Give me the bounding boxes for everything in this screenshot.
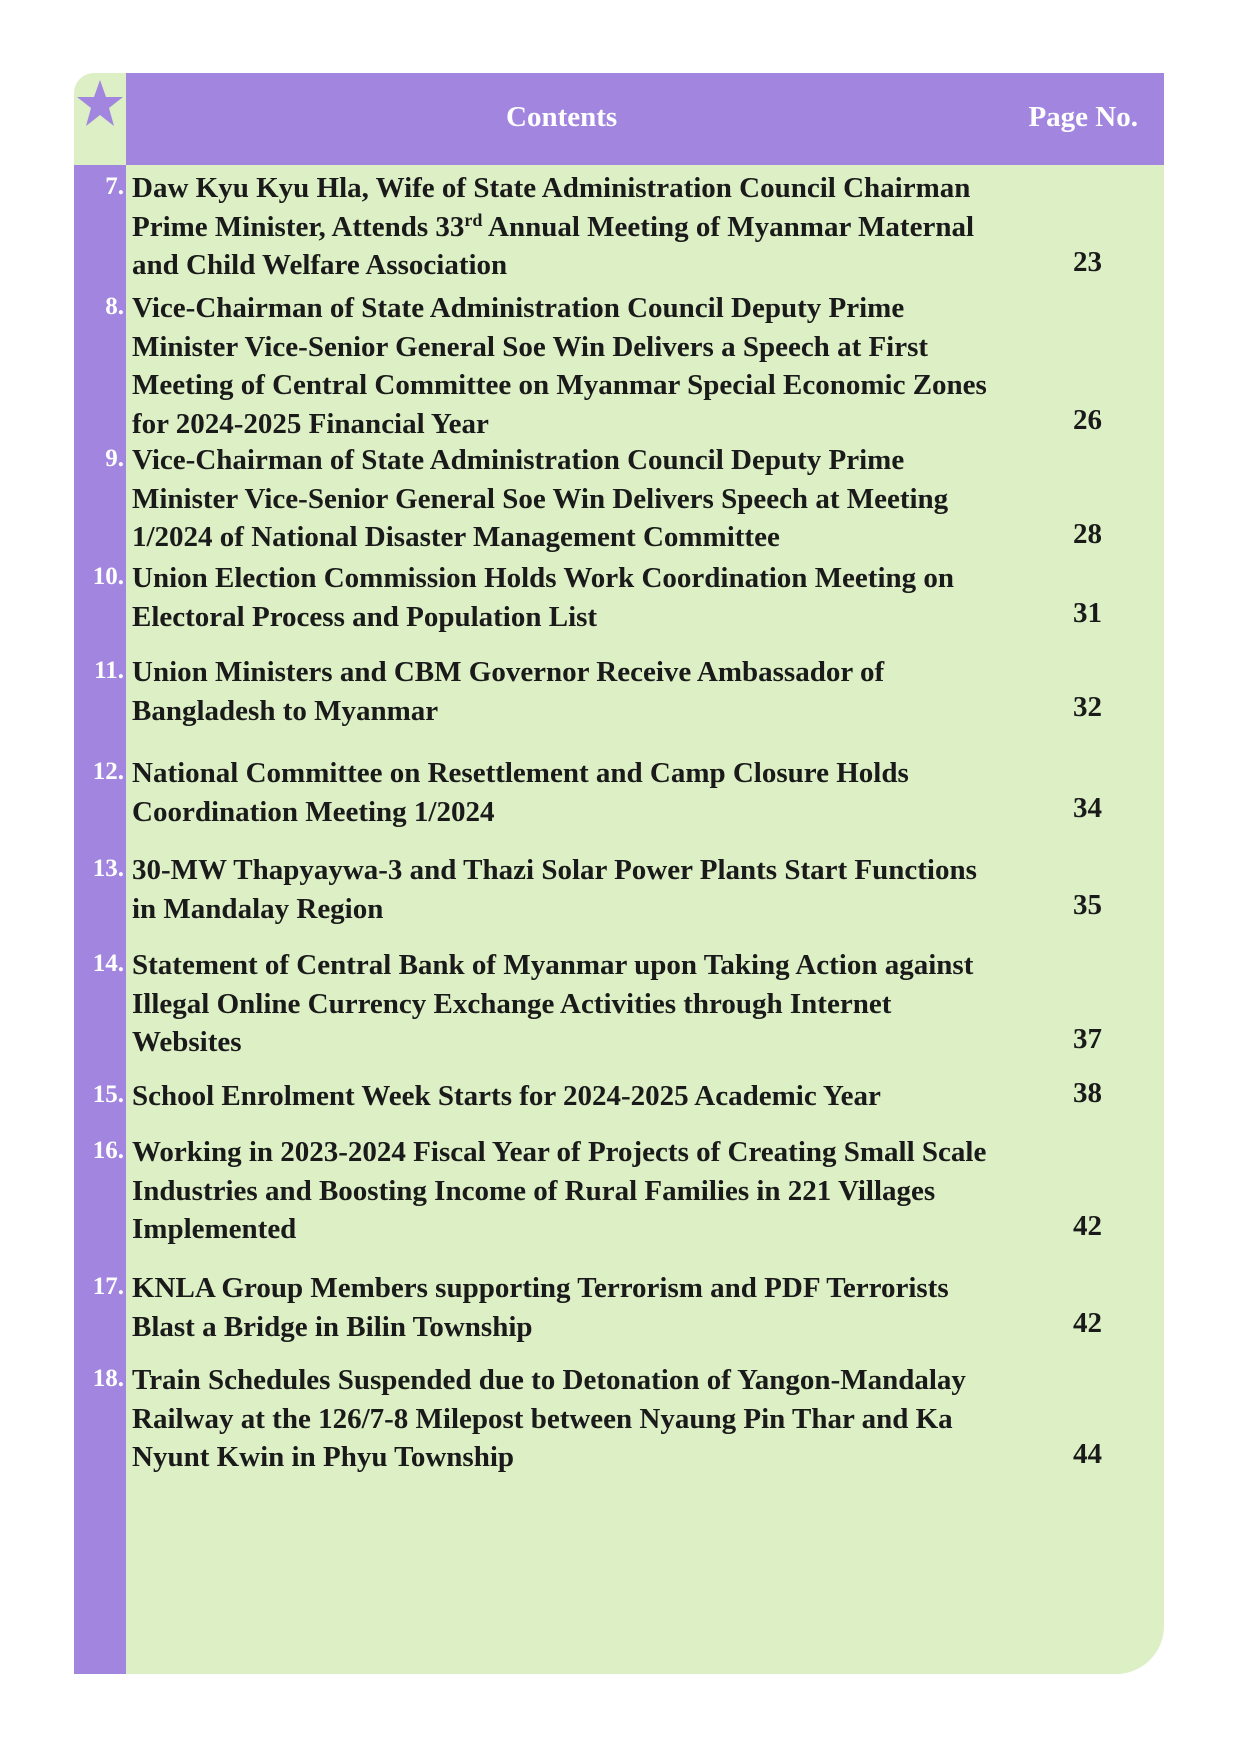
entry-page-number: 37: [1073, 1023, 1102, 1055]
entry-title: Vice-Chairman of State Administration Council Deputy Prime Minister Vice-Senior General Soe Win Delivers a Speech at First Meeting of Central Committee on Myanmar Special Economic Zones for 2024-2025 Financial Year: [132, 292, 987, 440]
entry-page-number: 28: [1073, 518, 1102, 550]
entry-number: 13.: [92, 855, 124, 882]
entry-number: 14.: [92, 950, 124, 977]
entry-page-number: 38: [1073, 1077, 1102, 1109]
entry-page-number: 42: [1073, 1210, 1102, 1242]
entry-title: 30-MW Thapyaywa-3 and Thazi Solar Power Plants Start Functions in Mandalay Region: [132, 854, 977, 925]
entry-title: Vice-Chairman of State Administration Council Deputy Prime Minister Vice-Senior General Soe Win Delivers Speech at Meeting 1/2024 of National Disaster Management Committee: [132, 444, 949, 553]
entry-title: Union Ministers and CBM Governor Receive Ambassador of Bangladesh to Myanmar: [132, 656, 885, 727]
header-bar: [126, 73, 1164, 165]
header-page-label: Page No.: [1028, 101, 1138, 133]
contents-panel: [74, 73, 1164, 1674]
entry-title: Statement of Central Bank of Myanmar upon Taking Action against Illegal Online Currency Exchange Activities through Internet Websites: [132, 949, 974, 1058]
entry-number: 10.: [92, 563, 124, 590]
left-band: [74, 165, 126, 1674]
entry-number: 17.: [92, 1273, 124, 1300]
entry-title: Daw Kyu Kyu Hla, Wife of State Administration Council Chairman Prime Minister, Attends 33rd Annual Meeting of Myanmar Maternal and Child Welfare Association: [132, 172, 975, 281]
entry-number: 15.: [92, 1081, 124, 1108]
entry-title: National Committee on Resettlement and Camp Closure Holds Coordination Meeting 1/2024: [132, 757, 909, 828]
entry-number: 9.: [105, 445, 124, 472]
entry-title: KNLA Group Members supporting Terrorism and PDF Terrorists Blast a Bridge in Bilin Township: [132, 1272, 949, 1343]
entry-title: School Enrolment Week Starts for 2024-2025 Academic Year: [132, 1080, 881, 1112]
entry-title: Union Election Commission Holds Work Coordination Meeting on Electoral Process and Population List: [132, 562, 955, 633]
star-icon: [76, 77, 124, 129]
entry-page-number: 44: [1073, 1438, 1102, 1470]
entry-title: Working in 2023-2024 Fiscal Year of Projects of Creating Small Scale Industries and Boosting Income of Rural Families in 221 Villages Implemented: [132, 1136, 987, 1245]
entry-page-number: 31: [1073, 597, 1102, 629]
entry-page-number: 32: [1073, 691, 1102, 723]
entry-number: 12.: [92, 758, 124, 785]
entry-number: 18.: [92, 1365, 124, 1392]
header-title: Contents: [506, 101, 618, 133]
entry-number: 11.: [94, 657, 124, 684]
entry-page-number: 42: [1073, 1307, 1102, 1339]
entry-title: Train Schedules Suspended due to Detonation of Yangon-Mandalay Railway at the 126/7-8 Milepost between Nyaung Pin Thar and Ka Nyunt Kwin in Phyu Township: [132, 1364, 966, 1473]
entry-page-number: 35: [1073, 889, 1102, 921]
entry-page-number: 23: [1073, 246, 1102, 278]
entry-page-number: 26: [1073, 404, 1102, 436]
entry-page-number: 34: [1073, 792, 1102, 824]
entry-number: 16.: [92, 1137, 124, 1164]
entry-number: 8.: [105, 293, 124, 320]
entry-number: 7.: [105, 173, 124, 200]
